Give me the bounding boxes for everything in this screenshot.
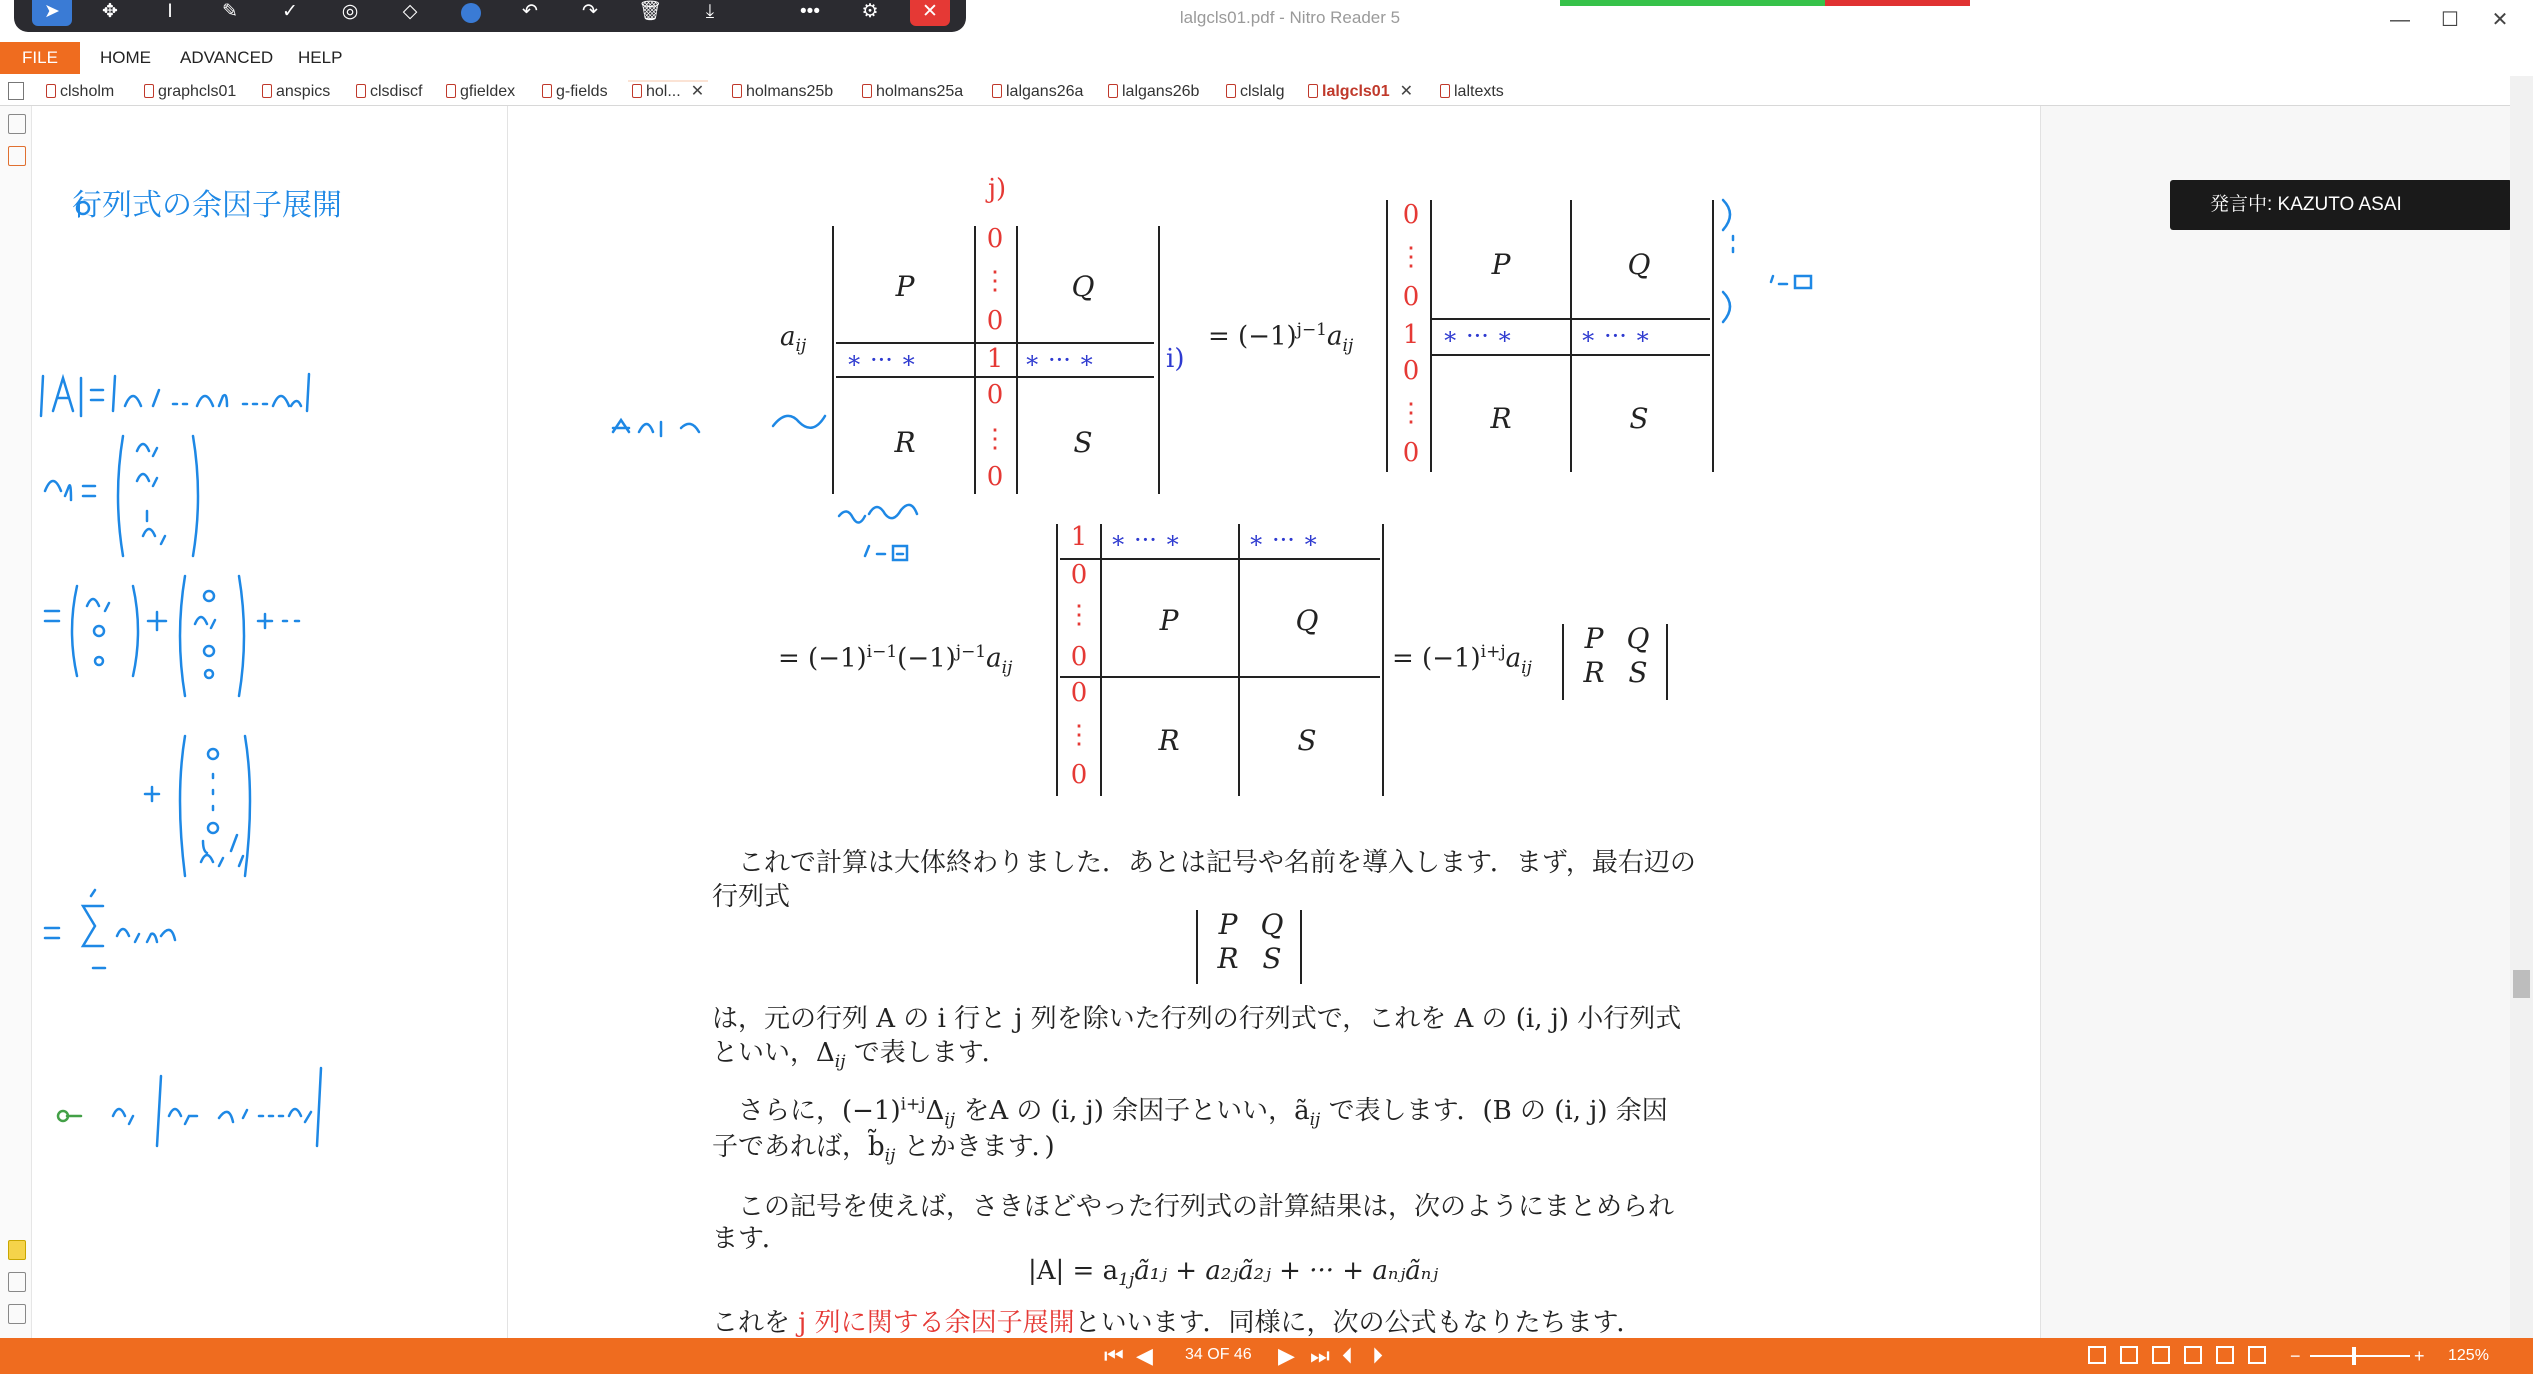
col-zero: 0 — [1402, 356, 1420, 386]
row-stars-left: ∗ ··· ∗ — [846, 346, 917, 374]
col-vdots: ⋮ — [1398, 398, 1424, 428]
row-stars-right: ∗ ··· ∗ — [1248, 526, 1319, 554]
minor-bar-right — [1666, 624, 1668, 700]
paragraph-1-line-1: これで計算は大体終わりました．あとは記号や名前を導入します．まず，最右辺の — [712, 848, 1696, 878]
row-divider-2b — [1432, 354, 1710, 356]
right-side-panel — [2040, 106, 2510, 1338]
move-cross-icon[interactable]: ✥ — [102, 1, 118, 22]
check-icon[interactable]: ✓ — [282, 1, 298, 22]
stamp-icon[interactable]: ◎ — [341, 1, 359, 22]
menu-home[interactable]: HOME — [100, 48, 151, 67]
tab-holmans25a[interactable]: holmans25a — [862, 80, 963, 104]
pdf-icon — [862, 84, 872, 98]
pdf-icon — [144, 84, 154, 98]
facing-view-icon[interactable] — [2152, 1346, 2170, 1364]
column-divider-2b — [1570, 200, 1572, 472]
minor-Q-text: Q — [1260, 908, 1284, 941]
row-stars-left: ∗ ··· ∗ — [1442, 322, 1513, 350]
paragraph-4-line-1: この記号を使えば，さきほどやった行列式の計算結果は，次のようにまとめられ — [712, 1192, 1675, 1222]
redo-icon[interactable]: ↷ — [582, 1, 598, 22]
block-Q-1: Q — [1071, 270, 1095, 303]
column-j-label: j) — [988, 174, 1007, 204]
tab-lalgans26a[interactable]: lalgans26a — [992, 80, 1083, 104]
column-divider-3a — [1100, 524, 1102, 796]
tab-laltexts[interactable]: laltexts — [1440, 80, 1504, 104]
first-page-icon[interactable]: ⏮ — [1104, 1343, 1124, 1368]
tab-clsdiscf[interactable]: clsdiscf — [356, 80, 422, 104]
det-bar-left-2 — [1386, 200, 1388, 472]
block-P-2: P — [1491, 248, 1511, 281]
minor-Q: Q — [1626, 622, 1650, 655]
paragraph-3-line-2: 子であれば，$b̃_{ij}$ とかきます．) — [712, 1132, 1055, 1167]
row-stars-right: ∗ ··· ∗ — [1024, 346, 1095, 374]
column-divider-1b — [1016, 226, 1018, 494]
vertical-scrollbar[interactable] — [2510, 76, 2533, 1338]
whiteboard-title: 行列式の余因子展開 — [72, 188, 342, 223]
menu-help[interactable]: HELP — [298, 48, 343, 67]
row-divider-2a — [1432, 318, 1710, 320]
col-zero: 0 — [1070, 642, 1088, 672]
tab-hol[interactable]: hol... ✕ — [628, 80, 708, 82]
bookmarks-panel-icon[interactable] — [8, 146, 26, 166]
menu-bar — [0, 40, 2533, 76]
pdf-icon — [992, 84, 1002, 98]
paragraph-2-line-1: は，元の行列 A の i 行と j 列を除いた行列の行列式で，これを A の (i, j) 小行列式 — [712, 1004, 1682, 1034]
previous-view-icon[interactable]: ⏴ — [1342, 1343, 1354, 1368]
page-indicator[interactable]: 34 OF 46 — [1185, 1346, 1252, 1363]
participant-settings-icon[interactable]: ⚙ — [861, 1, 879, 22]
color-picker-icon[interactable] — [461, 3, 481, 23]
minor-bar-right-text — [1300, 910, 1302, 984]
left-panel-icons — [0, 106, 32, 1338]
pdf-icon — [46, 84, 56, 98]
col-zero: 0 — [1402, 200, 1420, 230]
minor-P: P — [1584, 622, 1604, 655]
block-P-1: P — [895, 270, 915, 303]
comments-panel-icon[interactable] — [8, 1240, 26, 1260]
tab-gfieldex[interactable]: gfieldex — [446, 80, 515, 104]
minor-bar-left-text — [1196, 910, 1198, 984]
pdf-icon — [1308, 84, 1318, 98]
close-annotation-icon[interactable]: ✕ — [910, 0, 950, 26]
row-stars-right: ∗ ··· ∗ — [1580, 322, 1651, 350]
block-Q-3: Q — [1295, 604, 1319, 637]
row-i-label: i) — [1166, 344, 1185, 374]
col-vdots: ⋮ — [1066, 720, 1092, 750]
zoom-level[interactable]: 125% — [2448, 1347, 2489, 1364]
block-S-3: S — [1297, 724, 1317, 757]
undo-icon[interactable]: ↶ — [522, 1, 538, 22]
tab-g-fields[interactable]: g-fields — [542, 80, 608, 104]
pen-icon[interactable]: ✎ — [222, 1, 238, 22]
paragraph-3-line-1: さらに，$(-1)^{i+j}\Delta_{ij}$ をA の (i, j) 余因子といい，$ã_{ij}$ で表します．(B の (i, j) 余因 — [712, 1094, 1668, 1131]
col-zero: 0 — [1070, 678, 1088, 708]
eq-sign-3: = $(-1)^{i+j}a_{ij}$ — [1392, 642, 1532, 678]
next-view-icon[interactable]: ⏵ — [1372, 1343, 1384, 1368]
minor-P-text: P — [1218, 908, 1238, 941]
download-icon[interactable]: ⤓ — [705, 1, 715, 22]
col-zero: 0 — [1402, 282, 1420, 312]
tab-list-icon[interactable] — [8, 82, 24, 100]
menu-file[interactable]: FILE — [0, 42, 80, 74]
minor-R: R — [1583, 656, 1605, 689]
column-divider-3b — [1238, 524, 1240, 796]
tab-lalgcls01[interactable]: lalgcls01 ✕ — [1308, 80, 1413, 104]
column-divider-2a — [1430, 200, 1432, 472]
minor-R-text: R — [1217, 942, 1239, 975]
more-options-icon[interactable]: ••• — [800, 1, 820, 22]
paragraph-2-line-2: といい，$\Delta_{ij}$ で表します． — [712, 1038, 1008, 1073]
a-ij-1: $a_{ij}$ — [780, 322, 807, 357]
pdf-icon — [632, 84, 642, 98]
window-title: lalgcls01.pdf - Nitro Reader 5 — [1179, 8, 1401, 27]
meeting-progress-green — [1560, 0, 1825, 6]
pivot-one: 1 — [1402, 320, 1420, 350]
det-bar-left-3 — [1056, 524, 1058, 796]
zoom-slider-track[interactable] — [2310, 1355, 2410, 1357]
block-R-1: R — [894, 426, 916, 459]
zoom-in-button[interactable]: + — [2414, 1346, 2425, 1366]
col-zero: 0 — [1402, 438, 1420, 468]
last-page-icon[interactable]: ⏭ — [1310, 1343, 1330, 1368]
scrollbar-thumb[interactable] — [2513, 970, 2530, 998]
next-page-icon[interactable]: ▶ — [1278, 1343, 1295, 1368]
pivot-one: 1 — [986, 344, 1004, 374]
close-tab-icon[interactable]: ✕ — [1399, 83, 1414, 100]
pdf-icon — [1226, 84, 1236, 98]
col-zero: 0 — [986, 462, 1004, 492]
block-P-3: P — [1159, 604, 1179, 637]
row-stars-left: ∗ ··· ∗ — [1110, 526, 1181, 554]
block-R-2: R — [1490, 402, 1512, 435]
pages-panel-icon[interactable] — [8, 114, 26, 134]
trash-icon[interactable]: 🗑 — [637, 1, 663, 22]
meeting-progress-red — [1825, 0, 1970, 6]
paragraph-1-line-2: 行列式 — [712, 882, 791, 912]
minor-S-text: S — [1262, 942, 1282, 975]
close-window-button[interactable]: ✕ — [2491, 9, 2509, 31]
pivot-one: 1 — [1070, 522, 1088, 552]
handwriting-sketch — [33, 106, 508, 1338]
speaking-indicator: 発言中: KAZUTO ASAI — [2170, 180, 2512, 230]
paragraph-5: これを j 列に関する余因子展開といいます．同様に，次の公式もなりたちます． — [712, 1308, 1643, 1338]
column-divider-1a — [974, 226, 976, 494]
det-bar-right-3 — [1382, 524, 1384, 796]
eq-sign-1: = $(-1)^{j-1}a_{ij}$ — [1208, 320, 1354, 356]
det-bar-right-2 — [1712, 200, 1714, 472]
col-zero: 0 — [1070, 560, 1088, 590]
block-R-3: R — [1158, 724, 1180, 757]
col-vdots: ⋮ — [1066, 600, 1092, 630]
col-zero: 0 — [986, 380, 1004, 410]
row-divider-3b — [1060, 676, 1380, 678]
tab-graphcls01[interactable]: graphcls01 — [144, 80, 236, 104]
pdf-icon — [446, 84, 456, 98]
close-tab-icon[interactable]: ✕ — [690, 83, 705, 100]
fit-page-icon[interactable] — [2248, 1346, 2266, 1364]
pdf-icon — [1440, 84, 1450, 98]
menu-advanced[interactable]: ADVANCED — [180, 48, 274, 67]
block-S-2: S — [1629, 402, 1649, 435]
pdf-icon — [356, 84, 366, 98]
det-bar-right-1 — [1158, 226, 1160, 494]
text-cursor-icon[interactable]: I — [167, 1, 173, 22]
col-zero: 0 — [1070, 760, 1088, 790]
tab-clsholm[interactable]: clsholm — [46, 80, 114, 104]
minimize-button[interactable]: — — [2390, 9, 2410, 31]
tab-lalgans26b[interactable]: lalgans26b — [1108, 80, 1199, 104]
row-divider-3a — [1060, 558, 1380, 560]
minor-bar-left — [1562, 624, 1564, 700]
minor-S: S — [1628, 656, 1648, 689]
pdf-icon — [732, 84, 742, 98]
row-divider-1b — [836, 376, 1154, 378]
eq-sign-2: = $(-1)^{i-1}(-1)^{j-1}a_{ij}$ — [778, 642, 1013, 678]
fit-width-icon[interactable] — [2216, 1346, 2234, 1364]
single-page-view-icon[interactable] — [2088, 1346, 2106, 1364]
col-vdots: ⋮ — [1398, 242, 1424, 272]
select-arrow-icon[interactable]: ➤ — [32, 0, 72, 26]
col-vdots: ⋮ — [982, 424, 1008, 454]
paragraph-4-line-2: ます． — [712, 1224, 788, 1254]
attachments-panel-icon[interactable] — [8, 1272, 26, 1292]
tab-anspics[interactable]: anspics — [262, 80, 330, 104]
pdf-icon — [262, 84, 272, 98]
continuous-view-icon[interactable] — [2120, 1346, 2138, 1364]
facing-continuous-view-icon[interactable] — [2184, 1346, 2202, 1364]
col-zero: 0 — [986, 306, 1004, 336]
previous-page-icon[interactable]: ◀ — [1136, 1343, 1153, 1368]
cofactor-expansion-formula: $|A| = a_{1j}ã_1ⱼ$ + a₂ⱼã₂ⱼ + ··· + aₙⱼãₙⱼ — [1028, 1256, 1439, 1291]
eraser-icon[interactable]: ◇ — [402, 1, 418, 22]
pdf-icon — [542, 84, 552, 98]
block-S-1: S — [1073, 426, 1093, 459]
tab-holmans25b[interactable]: holmans25b — [732, 80, 833, 104]
block-Q-2: Q — [1627, 248, 1651, 281]
zoom-out-button[interactable]: − — [2290, 1346, 2301, 1366]
pdf-icon — [1108, 84, 1118, 98]
zoom-slider-handle[interactable] — [2352, 1347, 2356, 1365]
det-bar-left-1 — [832, 226, 834, 494]
maximize-button[interactable]: ☐ — [2441, 9, 2459, 31]
col-zero: 0 — [986, 224, 1004, 254]
layers-panel-icon[interactable] — [8, 1304, 26, 1324]
col-vdots: ⋮ — [982, 266, 1008, 296]
tab-clslalg[interactable]: clslalg — [1226, 80, 1284, 104]
